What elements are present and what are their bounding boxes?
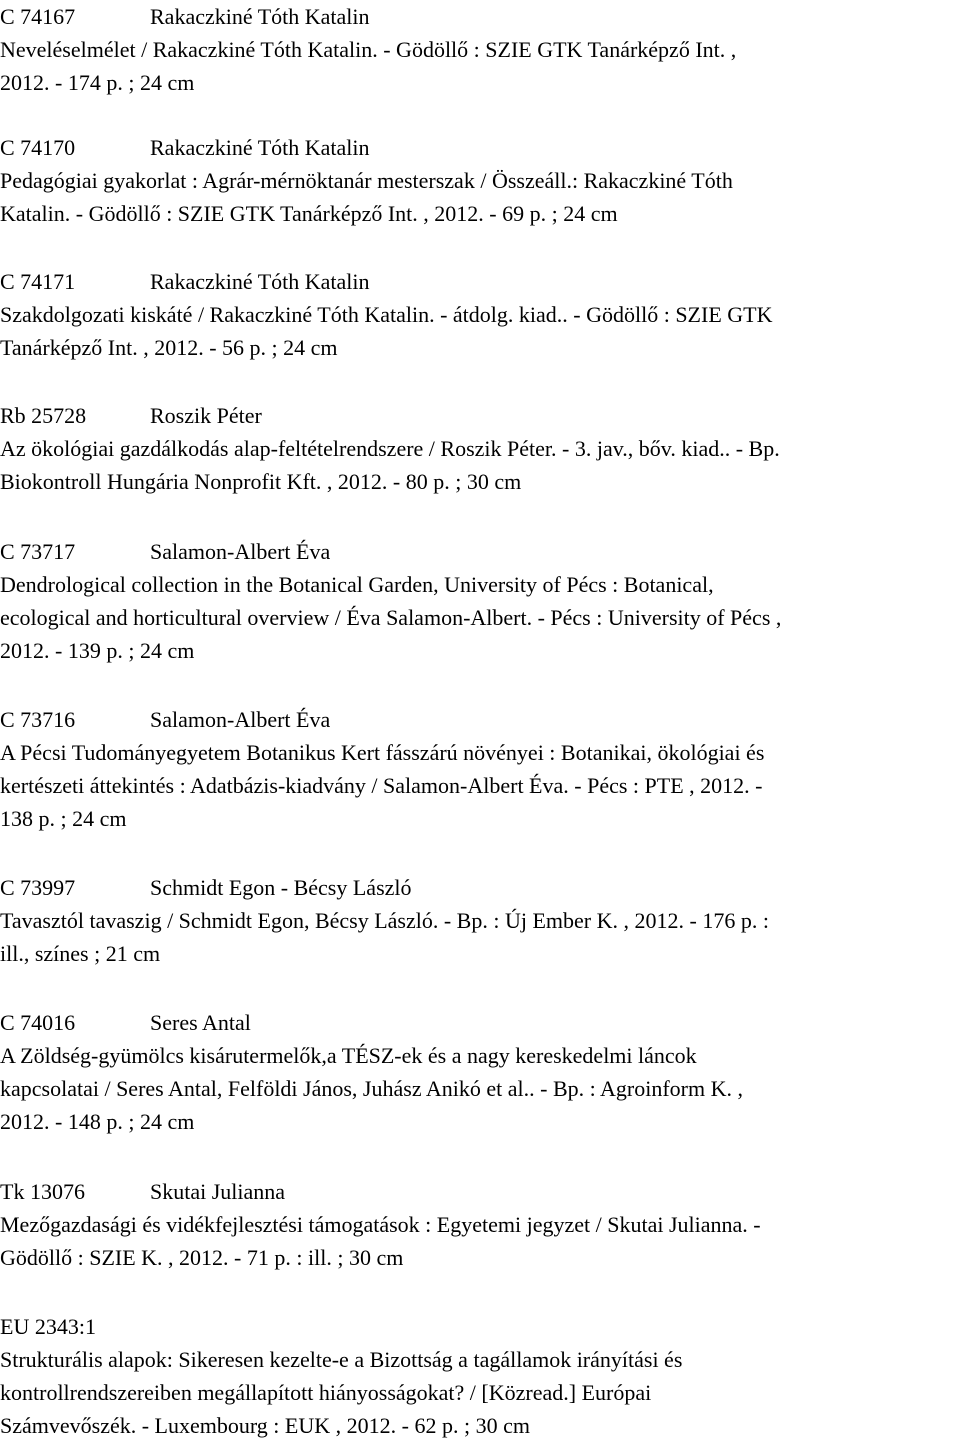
description-line: kontrollrendszereiben megállapított hiányosságokat? / [Közread.] Európai [0, 1380, 652, 1405]
entry-author: Roszik Péter [150, 403, 262, 428]
description-line: 138 p. ; 24 cm [0, 806, 127, 831]
description-line: Számvevőszék. - Luxembourg : EUK , 2012. - 62 p. ; 30 cm [0, 1413, 530, 1438]
catalog-entry [0, 131, 958, 230]
entry-call-number: Tk 13076 [0, 1179, 85, 1204]
entry-heading [0, 703, 958, 736]
entry-author: Rakaczkiné Tóth Katalin [150, 269, 370, 294]
entry-heading [0, 535, 958, 568]
entry-call-number: C 73716 [0, 707, 76, 732]
description-line: 2012. - 174 p. ; 24 cm [0, 70, 195, 95]
catalog-entry [0, 0, 958, 99]
description-line: 2012. - 148 p. ; 24 cm [0, 1109, 195, 1134]
entry-author: Salamon-Albert Éva [150, 539, 331, 564]
description-line: ill., színes ; 21 cm [0, 941, 161, 966]
entry-author: Skutai Julianna [150, 1179, 286, 1204]
entry-author: Rakaczkiné Tóth Katalin [150, 4, 370, 29]
entry-description [0, 1343, 958, 1442]
description-line: Biokontroll Hungária Nonprofit Kft. , 2012. - 80 p. ; 30 cm [0, 469, 522, 494]
entry-description [0, 736, 958, 835]
entry-call-number: C 74167 [0, 4, 76, 29]
entry-author: Seres Antal [150, 1010, 251, 1035]
catalog-entry [0, 1175, 958, 1274]
entry-heading [0, 399, 958, 432]
description-line: kertészeti áttekintés : Adatbázis-kiadvány / Salamon-Albert Éva. - Pécs : PTE , 2012. - [0, 773, 763, 798]
entry-author: Salamon-Albert Éva [150, 707, 331, 732]
description-line: Strukturális alapok: Sikeresen kezelte-e a Bizottság a tagállamok irányítási és [0, 1347, 683, 1372]
catalog-entry [0, 1006, 958, 1138]
description-line: Tavasztól tavaszig / Schmidt Egon, Bécsy László. - Bp. : Új Ember K. , 2012. - 176 p. : [0, 908, 769, 933]
entry-description [0, 432, 958, 498]
description-line: Szakdolgozati kiskáté / Rakaczkiné Tóth Katalin. - átdolg. kiad.. - Gödöllő : SZIE GTK [0, 302, 773, 327]
entry-call-number: C 74016 [0, 1010, 76, 1035]
entry-author: Rakaczkiné Tóth Katalin [150, 135, 370, 160]
description-line: Az ökológiai gazdálkodás alap-feltételrendszere / Roszik Péter. - 3. jav., bőv. kiad.. - Bp. [0, 436, 780, 461]
catalog-entry [0, 703, 958, 835]
catalog-entry [0, 265, 958, 364]
description-line: A Zöldség-gyümölcs kisárutermelők,a TÉSZ-ek és a nagy kereskedelmi láncok [0, 1043, 697, 1068]
entry-heading [0, 1006, 958, 1039]
catalog-entry [0, 399, 958, 498]
entry-call-number: EU 2343:1 [0, 1314, 96, 1339]
catalog-entry [0, 1310, 958, 1442]
description-line: Tanárképző Int. , 2012. - 56 p. ; 24 cm [0, 335, 338, 360]
entry-description [0, 568, 958, 667]
description-line: A Pécsi Tudományegyetem Botanikus Kert fásszárú növényei : Botanikai, ökológiai és [0, 740, 765, 765]
catalog-entry [0, 535, 958, 667]
entry-heading [0, 1310, 958, 1343]
entry-call-number: C 73997 [0, 875, 76, 900]
entry-call-number: C 74171 [0, 269, 76, 294]
entry-heading [0, 131, 958, 164]
entry-call-number: Rb 25728 [0, 403, 87, 428]
entry-description [0, 164, 958, 230]
description-line: Mezőgazdasági és vidékfejlesztési támogatások : Egyetemi jegyzet / Skutai Julianna. - [0, 1212, 761, 1237]
catalog-entry [0, 871, 958, 970]
entry-heading [0, 871, 958, 904]
entry-heading [0, 0, 958, 33]
entry-description [0, 904, 958, 970]
entry-description [0, 1208, 958, 1274]
description-line: Pedagógiai gyakorlat : Agrár-mérnöktanár mesterszak / Összeáll.: Rakaczkiné Tóth [0, 168, 733, 193]
entry-description [0, 1039, 958, 1138]
entry-call-number: C 73717 [0, 539, 76, 564]
entry-description [0, 33, 958, 99]
description-line: ecological and horticultural overview / Éva Salamon-Albert. - Pécs : University of Pécs , [0, 605, 782, 630]
description-line: Neveléselmélet / Rakaczkiné Tóth Katalin. - Gödöllő : SZIE GTK Tanárképző Int. , [0, 37, 737, 62]
description-line: 2012. - 139 p. ; 24 cm [0, 638, 195, 663]
entry-heading [0, 265, 958, 298]
description-line: Gödöllő : SZIE K. , 2012. - 71 p. : ill. ; 30 cm [0, 1245, 404, 1270]
entry-call-number: C 74170 [0, 135, 76, 160]
entry-heading [0, 1175, 958, 1208]
description-line: Dendrological collection in the Botanical Garden, University of Pécs : Botanical, [0, 572, 714, 597]
entry-description [0, 298, 958, 364]
entry-author: Schmidt Egon - Bécsy László [150, 875, 412, 900]
description-line: Katalin. - Gödöllő : SZIE GTK Tanárképző Int. , 2012. - 69 p. ; 24 cm [0, 201, 618, 226]
description-line: kapcsolatai / Seres Antal, Felföldi János, Juhász Anikó et al.. - Bp. : Agroinform K. , [0, 1076, 744, 1101]
